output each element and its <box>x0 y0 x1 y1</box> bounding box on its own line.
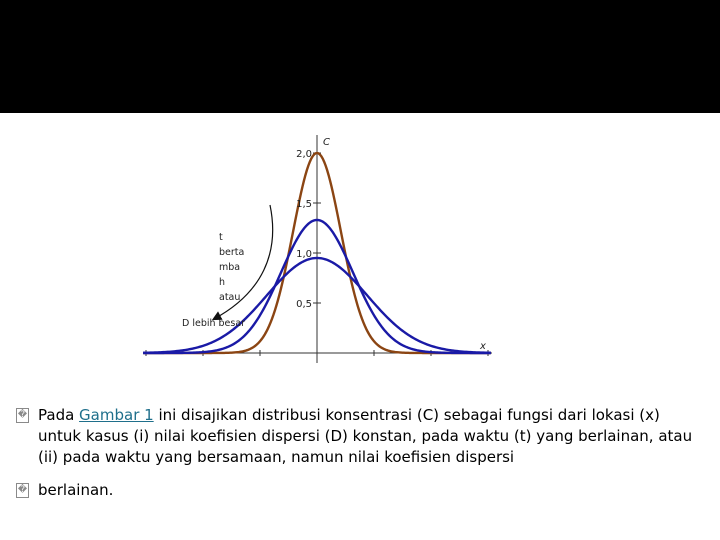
y-axis-label: C <box>323 137 330 148</box>
annotation-line: berta <box>219 247 245 258</box>
description-list <box>16 405 706 513</box>
y-tick-label: 2,0 <box>296 149 312 160</box>
description-item <box>16 405 706 468</box>
annotation-line: t <box>219 232 223 243</box>
annotation-bottom-text: D lebih besar <box>182 318 246 329</box>
figure-link[interactable]: Gambar 1 <box>79 406 154 424</box>
description-item <box>16 480 706 501</box>
bullet-icon: � <box>16 483 29 498</box>
y-tick-label: 0,5 <box>296 299 312 310</box>
paragraph-1-pre: Pada <box>38 406 80 424</box>
y-tick-label: 1,5 <box>296 199 312 210</box>
annotation-line: mba <box>219 262 241 273</box>
title-band <box>0 0 720 113</box>
annotation-line: atau <box>219 292 241 303</box>
x-axis-label: x <box>480 341 486 352</box>
labels-layer <box>182 137 486 352</box>
paragraph-2: berlainan. <box>38 481 114 499</box>
concentration-chart <box>0 113 720 373</box>
paragraph-1-post: ini disajikan distribusi konsentrasi (C) sebagai fungsi dari lokasi (x) untuk kasus (i) nilai koefisien dispersi (D) konstan, pada waktu (t) yang berlainan, atau (ii) pada waktu yang bersamaan, namun nilai koefisien dispersi <box>38 406 693 466</box>
annotation-line: h <box>219 277 226 288</box>
y-tick-label: 1,0 <box>296 249 312 260</box>
bullet-icon: � <box>16 408 29 423</box>
